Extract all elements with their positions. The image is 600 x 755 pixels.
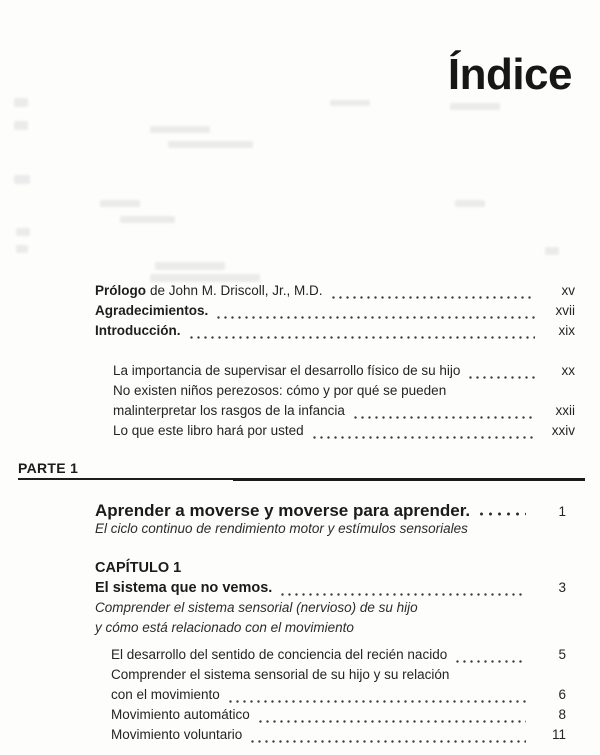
scan-artifact (14, 175, 30, 184)
scan-artifact (16, 245, 28, 253)
toc-row (111, 647, 566, 667)
entry-label: Introducción. (95, 323, 181, 338)
dot-leader (311, 435, 535, 440)
scan-artifact (14, 98, 28, 107)
entry-label: Movimiento voluntario (111, 727, 243, 742)
entry-label: La importancia de supervisar el desarrollo físico de su hijo (113, 363, 461, 378)
page-number: xix (558, 323, 575, 338)
entry-label: Lo que este libro hará por usted (113, 423, 304, 438)
page-number: xv (561, 283, 575, 298)
chapter-subtitle-line: y cómo está relacionado con el movimiento (95, 620, 354, 635)
part-header (18, 460, 585, 481)
scan-artifact (100, 200, 140, 207)
entry-label: con el movimiento (111, 687, 220, 702)
front-matter-list (95, 283, 575, 343)
scan-artifact (330, 100, 370, 106)
toc-row (111, 687, 566, 707)
chapter-subtitle-line: Comprender el sistema sensorial (nervioso) de su hijo (95, 600, 418, 615)
dot-leader (249, 739, 526, 744)
scan-artifact (150, 274, 260, 282)
page-number: 8 (558, 707, 566, 722)
toc-row (95, 580, 566, 600)
part-rule (18, 478, 585, 481)
scan-artifact (120, 216, 175, 223)
scan-artifact (150, 126, 210, 133)
dot-leader (477, 511, 526, 517)
section-subtitle: El ciclo continuo de rendimiento motor y estímulos sensoriales (95, 521, 468, 536)
entry-label: No existen niños perezosos: cómo y por qué se pueden (113, 383, 447, 398)
entry-label: malinterpretar los rasgos de la infancia (113, 403, 345, 418)
entry-label: Agradecimientos. (95, 303, 209, 318)
dot-leader (215, 315, 535, 320)
chapter-entries-list (111, 647, 566, 747)
toc-row (113, 423, 575, 443)
introduction-subentries-list (113, 363, 575, 443)
toc-row (95, 501, 566, 521)
entry-label: El desarrollo del sentido de conciencia del recién nacido (111, 647, 448, 662)
dot-leader (330, 295, 535, 300)
part-label: PARTE 1 (18, 460, 79, 476)
dot-leader (454, 659, 526, 664)
dot-leader (352, 415, 535, 420)
scan-artifact (16, 228, 30, 236)
page-number: 5 (558, 647, 566, 662)
scan-artifact (455, 200, 485, 207)
dot-leader (227, 699, 526, 704)
dot-leader (257, 719, 526, 724)
page-title: Índice (447, 50, 572, 100)
page-number: xxii (555, 403, 575, 418)
entry-label: Comprender el sistema sensorial de su hijo y su relación (111, 667, 450, 682)
toc-row (113, 403, 575, 423)
scan-artifact (155, 262, 225, 270)
chapter-label: CAPÍTULO 1 (95, 560, 182, 576)
page-number: 3 (558, 580, 566, 595)
toc-row (111, 727, 566, 747)
page-number: 1 (558, 504, 566, 519)
page-number: xx (561, 363, 575, 378)
entry-label: Movimiento automático (111, 707, 250, 722)
toc-row (111, 667, 566, 687)
chapter-title: El sistema que no vemos. (95, 580, 273, 596)
dot-leader (279, 592, 526, 597)
entry-label-rest: de John M. Driscoll, Jr., M.D. (150, 283, 323, 298)
toc-row (95, 303, 575, 323)
page-number: 6 (558, 687, 566, 702)
chapter-header (95, 560, 566, 640)
dot-leader (188, 335, 536, 340)
page-number: xvii (555, 303, 575, 318)
entry-label: Prólogo (95, 283, 146, 298)
section-title: Aprender a moverse y moverse para aprender. (95, 501, 471, 520)
page-number: xxiv (551, 423, 575, 438)
toc-row (95, 323, 575, 343)
dot-leader (467, 375, 535, 380)
scan-artifact (450, 103, 500, 110)
scan-artifact (14, 121, 28, 130)
scan-artifact (545, 247, 559, 255)
toc-row (113, 383, 575, 403)
toc-row (95, 283, 575, 303)
toc-row (111, 707, 566, 727)
part-section (95, 501, 566, 541)
scan-artifact (168, 141, 253, 148)
page-number: 11 (551, 727, 566, 742)
toc-row (113, 363, 575, 383)
